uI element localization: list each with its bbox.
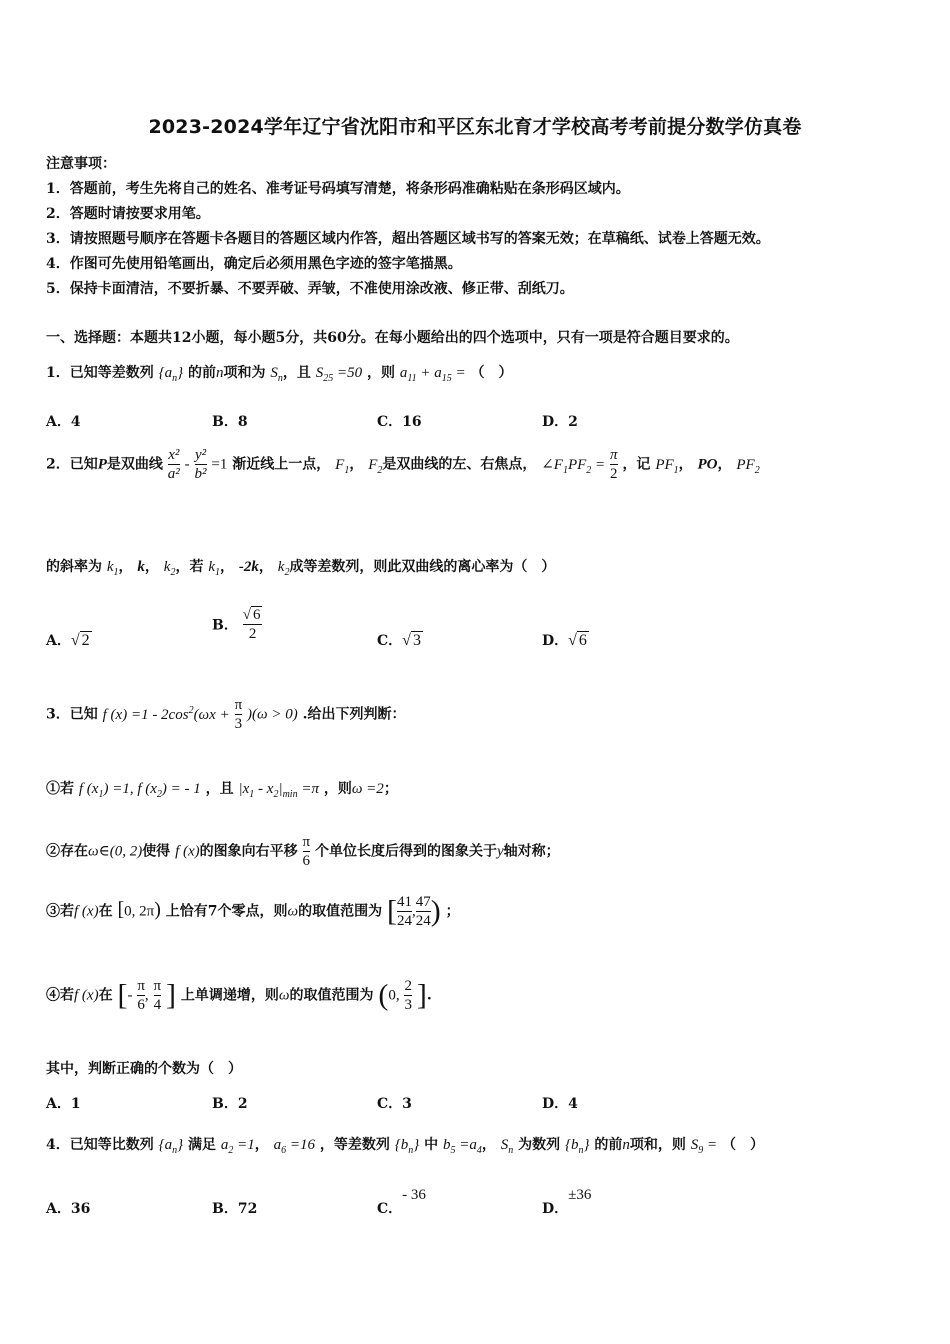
q3-frac-2-3: $\frac{2}{3}$ [404, 978, 412, 1013]
q2-text: ，若 [175, 559, 204, 575]
sqrt-symbol: √ 2 [70, 632, 90, 649]
q2-text: 2．已知 [46, 456, 98, 473]
q4-option-b[interactable]: B．72 [212, 1201, 258, 1217]
q1-text: 1．已知等差数列 [46, 365, 154, 381]
q2-option-a[interactable]: A．√ 2 [46, 632, 90, 649]
q2-option-d[interactable]: D．√ 6 [542, 632, 587, 649]
page-title: 2023-2024学年辽宁省沈阳市和平区东北育才学校高考考前提分数学仿真卷 [148, 116, 802, 138]
q2-text: 是双曲线的左、右焦点， [382, 456, 537, 473]
q2-frac-pi: $\frac{\pi}{2}$ [610, 447, 618, 482]
q2-k2: $k_2$ [163, 559, 176, 578]
q1-option-b[interactable]: B．8 [212, 414, 248, 430]
notice-item-3: 3．请按照题号顺序在答题卡各题目的答题区域内作答，超出答题区域书写的答案无效；在草稿纸、试卷上答题无效。 [46, 231, 770, 247]
q2-text: ， [220, 559, 235, 575]
q1-sn: $S_n$ [270, 365, 283, 384]
q2-k1b: $k_1$ [208, 559, 221, 578]
q3-frac-pi3: $\frac{\pi}{3}$ [234, 697, 243, 732]
question-3 [46, 696, 405, 733]
q2-po: PO [697, 456, 718, 473]
q3-statement-2: ②存在ω∈(0, 2)使得 f (x)的图象向右平移 $\frac{\pi}{6}$ 个单位长度后得到的图象关于y轴对称； [46, 834, 560, 869]
q1-seq: $\{a_n\}$ [158, 365, 184, 384]
q2-optb-frac: $\frac{√ 6}{2}$ [242, 607, 261, 642]
q2-text: ， [118, 559, 133, 575]
q3-text: 3．已知 [46, 706, 98, 723]
q2-f1: $F_1$ [335, 456, 350, 476]
notice-item-2: 2．答题时请按要求用笔。 [46, 206, 210, 222]
q2-text: 渐近线上一点， [232, 456, 331, 473]
q3-frac-pi4: $\frac{\pi}{4}$ [153, 978, 162, 1013]
q4-option-d[interactable]: D．±36 [542, 1187, 592, 1217]
q1-text: （ ） [470, 365, 513, 381]
q1-text: ，且 [282, 365, 311, 381]
q2-option-b[interactable]: B． $\frac{√ 6}{2}$ [212, 607, 261, 642]
q3-statement-4: ④若f (x)在 [- $\frac{\pi}{6}$ , $\frac{\pi}{4}$ ] 上单调递增，则ω的取值范围为 (0, $\frac{2}{3}$ ]. [46, 978, 432, 1013]
q2-text: ， [349, 456, 364, 473]
notice-item-4: 4．作图可先使用铅笔画出，确定后必须用黑色字迹的签字笔描黑。 [46, 256, 462, 272]
q2-text: ， [717, 456, 732, 473]
q2-text: ， [678, 456, 693, 473]
q4-option-a[interactable]: A．36 [46, 1201, 91, 1217]
q2-frac-y: $\frac{\text{y²}}{\text{b²}}$ [194, 447, 207, 482]
q2-k1: $k_1$ [106, 559, 119, 578]
notice-item-1: 1．答题前，考生先将自己的姓名、准考证号码填写清楚，将条形码准确粘贴在条形码区域内。 [46, 181, 630, 197]
q2-text: ，记 [622, 456, 651, 473]
q2-angle: $\angle F_1PF_2$ = [541, 456, 606, 476]
q1-n: n [216, 365, 224, 381]
q3-judge: 其中，判断正确的个数为（ ） [46, 1061, 242, 1077]
section-heading: 一、选择题：本题共12小题，每小题5分，共60分。在每小题给出的四个选项中，只有一项是符合题目要求的。 [46, 330, 739, 346]
q2-text: 的斜率为 [46, 559, 102, 575]
q3-option-d[interactable]: D．4 [542, 1096, 578, 1112]
q2-minus: - [184, 456, 190, 473]
question-4: 4．已知等比数列 $\{a_n\}$ 满足 $a_2 =1$， $a_6 =16$ ，等差数列 $\{b_n\}$ 中 $b_5 =a_4$， $S_n$ 为数列 $\{b_n\}$ 的前n项和，则 $S_9$ = （ ） [46, 1137, 764, 1156]
q3-statement-3: ③若f (x)在 [0, 2π) 上恰有7个零点，则ω的取值范围为 [ $\frac{41}{24}$ , $\frac{47}{24}$ ) ； [46, 894, 460, 929]
question-1 [46, 362, 513, 384]
q3-frac-pi6b: $\frac{\pi}{6}$ [137, 978, 145, 1013]
notice-heading: 注意事项： [46, 156, 116, 172]
q2-k2b: $k_2$ [277, 559, 290, 578]
q1-text: 的前 [188, 365, 216, 381]
q2-text: ， [258, 559, 273, 575]
q3-frac-pi6: $\frac{\pi}{6}$ [302, 834, 311, 869]
q3-text: .给出下列判断： [302, 706, 406, 723]
q1-text: ，则 [367, 365, 395, 381]
sqrt-symbol: √ 3 [402, 632, 421, 649]
q2-pf1: $PF_1$ [655, 456, 679, 476]
q2-pf2: $PF_2$ [736, 456, 760, 476]
q1-option-d[interactable]: D．2 [542, 414, 578, 430]
q3-option-a[interactable]: A．1 [46, 1096, 81, 1112]
q2-p: P [97, 456, 107, 473]
q1-option-c[interactable]: C．16 [377, 414, 422, 430]
q2-frac-x: $\frac{\text{x²}}{\text{a²}}$ [167, 447, 180, 482]
q2-k: k [137, 559, 145, 575]
q2-eq1: =1 [211, 456, 228, 473]
question-2-line-2 [46, 556, 555, 578]
q3-function: f $(x) =1 - 2\cos^2(\omega x$ + [102, 704, 230, 723]
q1-text: 项和为 [223, 365, 266, 381]
sqrt-symbol: √ 6 [568, 632, 587, 649]
q3-frac-47-24: $\frac{47}{24}$ [415, 894, 431, 929]
q1-option-a[interactable]: A．4 [46, 414, 81, 430]
q2-text: 成等差数列，则此双曲线的离心率为（ ） [289, 559, 556, 575]
question-2 [46, 446, 760, 483]
q3-option-b[interactable]: B．2 [212, 1096, 248, 1112]
q3-statement-1: ①若 f $(x_1) =1$, f $(x_2)$ = - 1 ，且 $|x_1 - x_2|_{min} =\pi$ ，则ω =2； [46, 781, 398, 800]
q1-s25: $S_{25} =50$ [315, 365, 363, 384]
q2-text: ， [144, 559, 159, 575]
q2-text: 是双曲线 [106, 456, 163, 473]
q4-option-c[interactable]: C．- 36 [377, 1187, 426, 1217]
q2-m2k: -2k [238, 559, 259, 575]
q2-option-c[interactable]: C．√ 3 [377, 632, 421, 649]
q3-option-c[interactable]: C．3 [377, 1096, 412, 1112]
q3-frac-41-24: $\frac{41}{24}$ [396, 894, 412, 929]
q3-function-end: )(ω > 0) [247, 706, 298, 723]
notice-item-5: 5．保持卡面清洁，不要折暴、不要弄破、弄皱，不准使用涂改液、修正带、刮纸刀。 [46, 281, 574, 297]
q1-sum: $a_{11} + a_{15}$ = [399, 365, 466, 384]
q2-f2: $F_2$ [368, 456, 383, 476]
